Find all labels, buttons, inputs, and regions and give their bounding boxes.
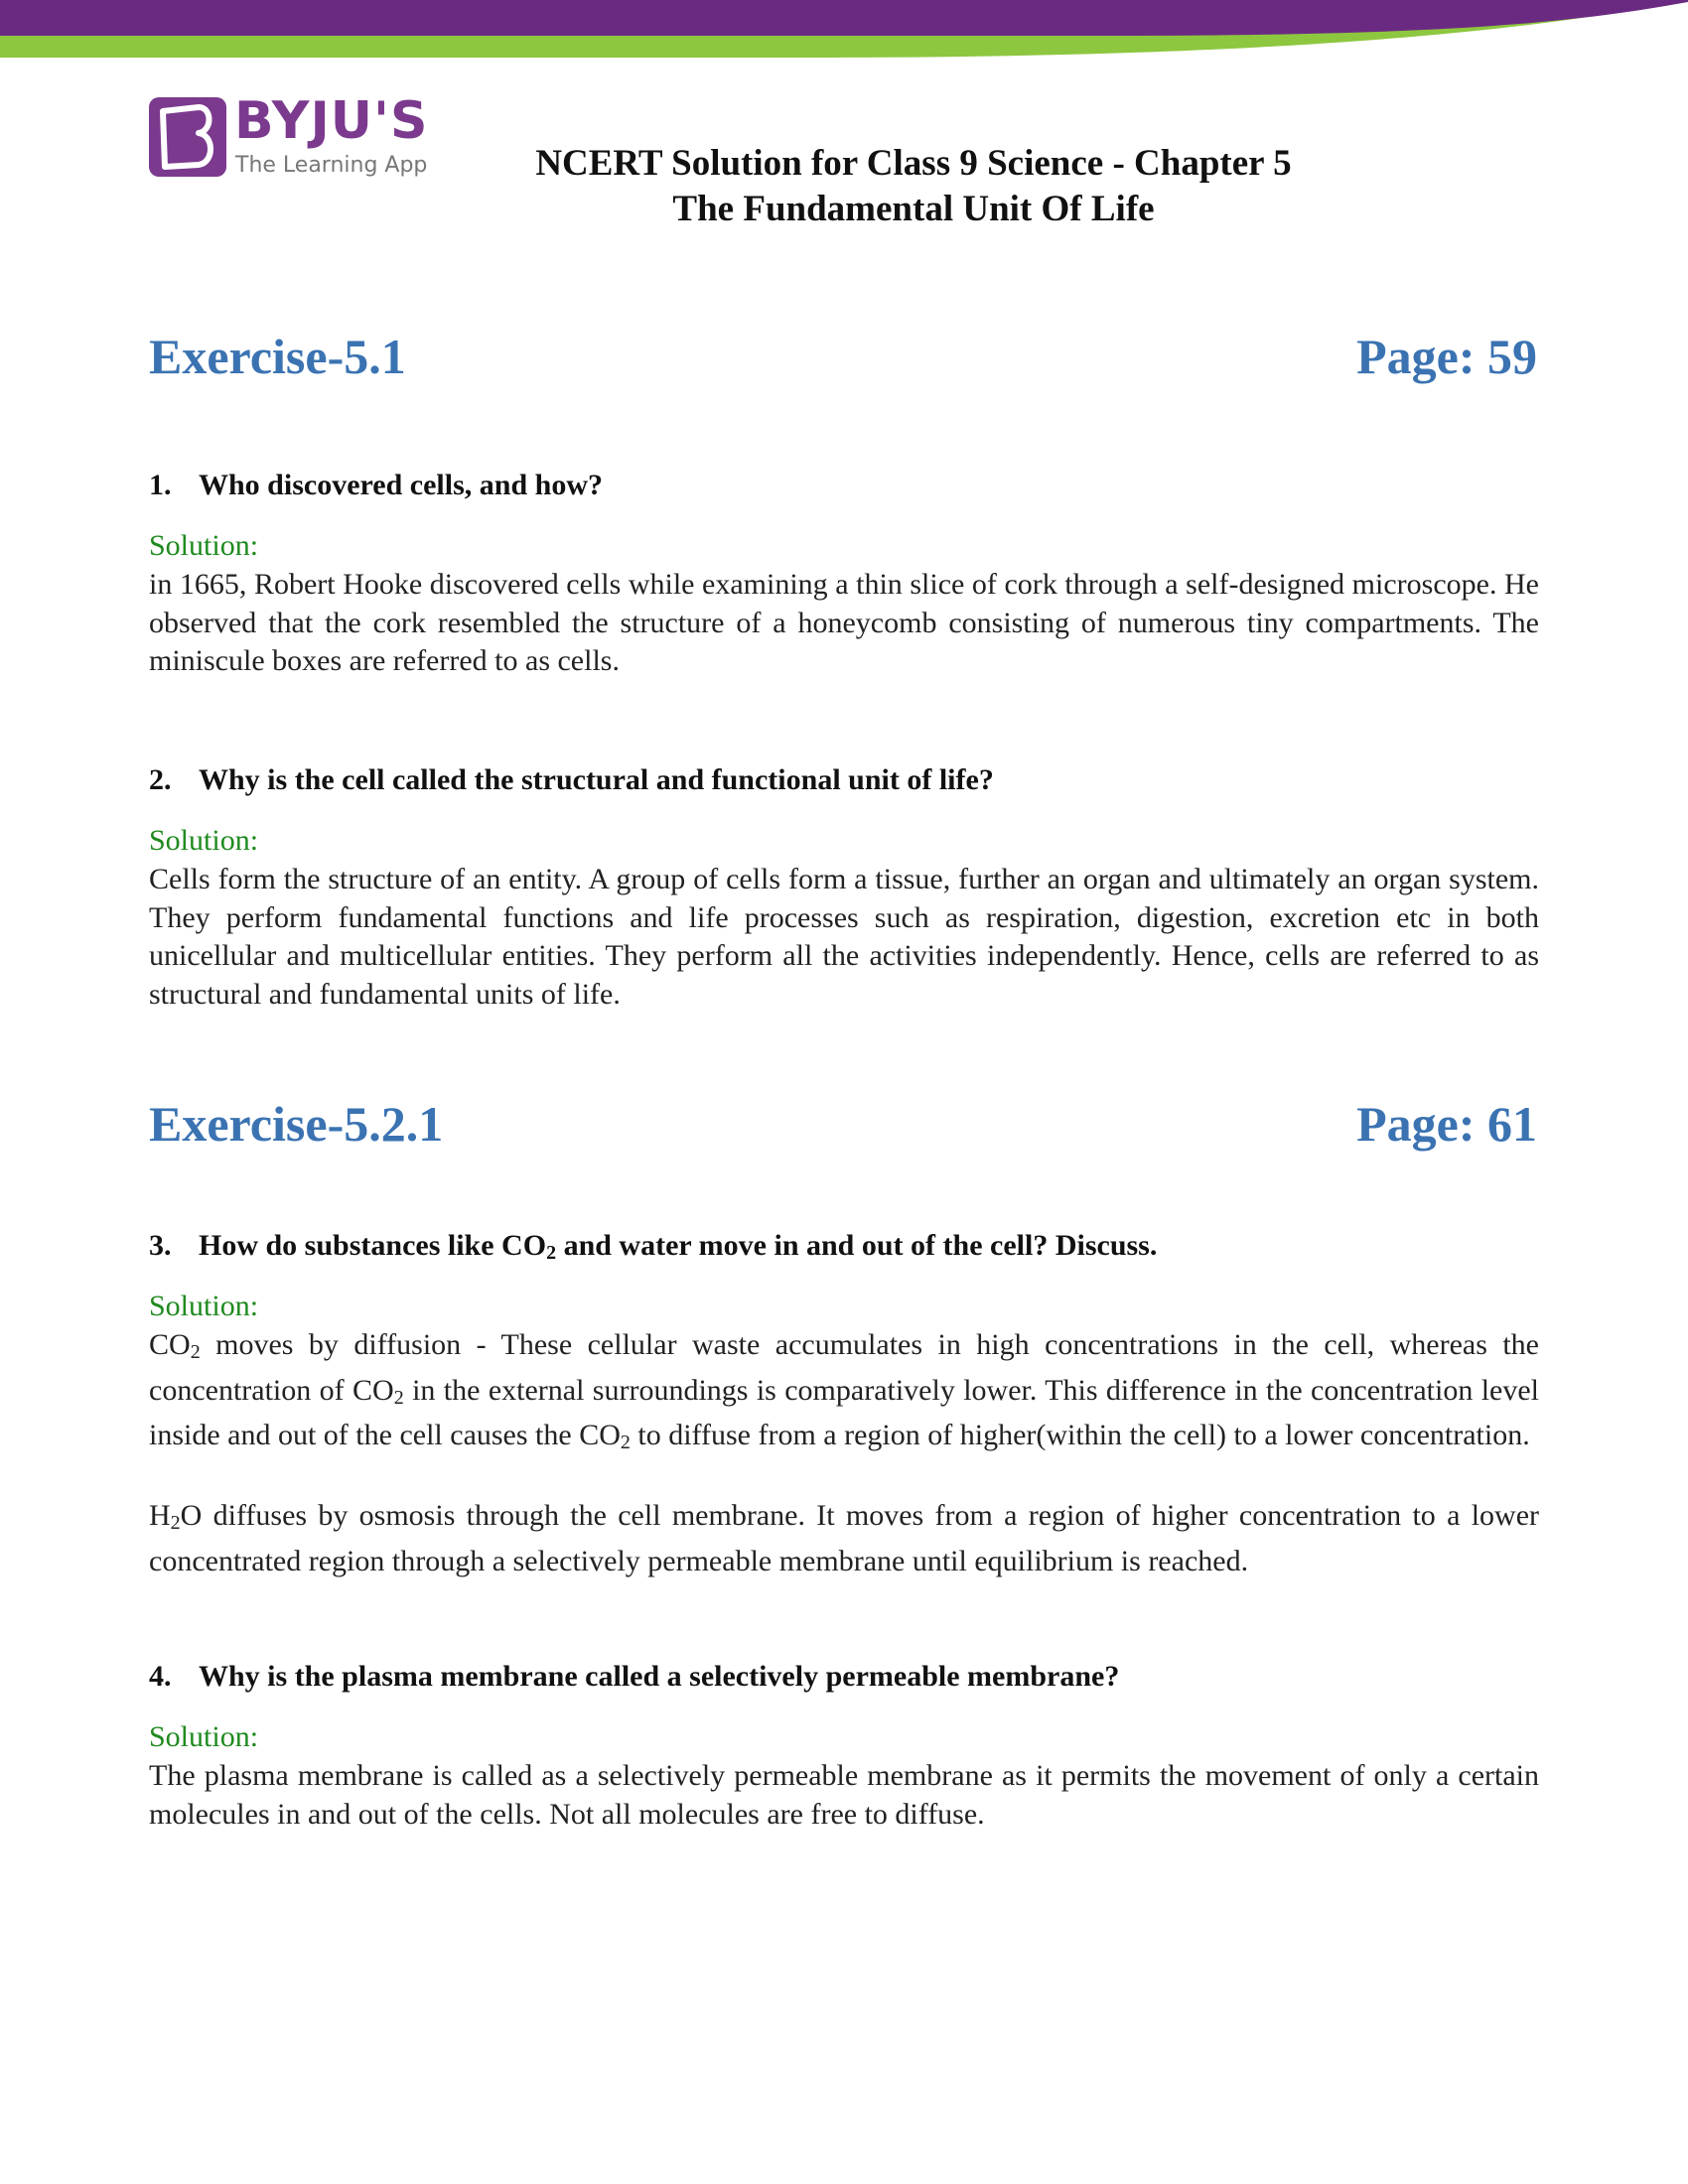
answer-1: in 1665, Robert Hooke discovered cells while examining a thin slice of cork through a self-designed microscope. He observed that the cork resembled the structure of a honeycomb consisting of numerous tiny compartments. The miniscule boxes are referred to as cells.: [149, 568, 1539, 677]
byjus-logo: [149, 91, 437, 179]
solution-label: Solution:: [149, 1720, 259, 1753]
exercise-heading: [149, 1095, 1537, 1153]
question-text: Who discovered cells, and how?: [199, 469, 603, 501]
title-line-1: NCERT Solution for Class 9 Science - Chapter 5: [535, 143, 1292, 184]
question-3: [149, 1229, 1539, 1265]
question-2: [149, 763, 1539, 797]
brand-name: BYJU'S: [234, 91, 429, 151]
answer-2: Cells form the structure of an entity. A group of cells form a tissue, further an organ and ultimately an organ system. They perform fundamental functions and life processes such as respiration, digestion, excretion etc in both unicellular and multicellular entities. They perform all the activities independently. Hence, cells are referred to as structural and fundamental units of life.: [149, 863, 1539, 1011]
question-text: Why is the plasma membrane called a selectively permeable membrane?: [199, 1660, 1120, 1693]
brand-tagline: The Learning App: [235, 153, 428, 178]
exercise-title: Exercise-5.2.1: [149, 1096, 444, 1152]
subscript: 2: [546, 1242, 557, 1264]
title-line-2: The Fundamental Unit Of Life: [672, 189, 1155, 229]
logo-mark-icon: [149, 97, 226, 177]
question-1: [149, 469, 1539, 502]
document-title: [427, 141, 1400, 232]
solution-label: Solution:: [149, 529, 259, 562]
question-text-start: How do substances like CO: [199, 1229, 547, 1262]
question-4: [149, 1660, 1539, 1694]
question-number: 2.: [149, 763, 172, 796]
exercise-page: Page: 61: [1356, 1096, 1537, 1152]
exercise-title: Exercise-5.1: [149, 329, 406, 384]
solution-label: Solution:: [149, 824, 259, 857]
exercise-heading: [149, 328, 1537, 385]
answer-3-paragraph-2: $H_2O$ diffuses by osmosis through the cell membrane. It moves from a region of higher concentration to a lower concentrated region through a selectively permeable membrane until equilibrium is reached.: [149, 1499, 1539, 1577]
solution-label: Solution:: [149, 1290, 259, 1322]
answer-3-paragraph-1: $CO_2$ moves by diffusion - These cellular waste accumulates in high concentrations in the cell, whereas the concentration of $CO_2$ in the external surroundings is comparatively lower. This difference in the concentration level inside and out of the cell causes the $CO_2$ to diffuse from a region of higher(within the cell) to a lower concentration.: [149, 1328, 1540, 1453]
question-number: 3.: [149, 1229, 172, 1262]
question-number: 4.: [149, 1660, 172, 1693]
question-text-end: and water move in and out of the cell? Discuss.: [556, 1229, 1158, 1262]
exercise-page: Page: 59: [1356, 329, 1537, 384]
answer-4: The plasma membrane is called as a selectively permeable membrane as it permits the movement of only a certain molecules in and out of the cells. Not all molecules are free to diffuse.: [149, 1759, 1539, 1831]
question-text: Why is the cell called the structural and functional unit of life?: [199, 763, 994, 796]
question-number: 1.: [149, 469, 172, 501]
header-band: [0, 0, 1688, 62]
